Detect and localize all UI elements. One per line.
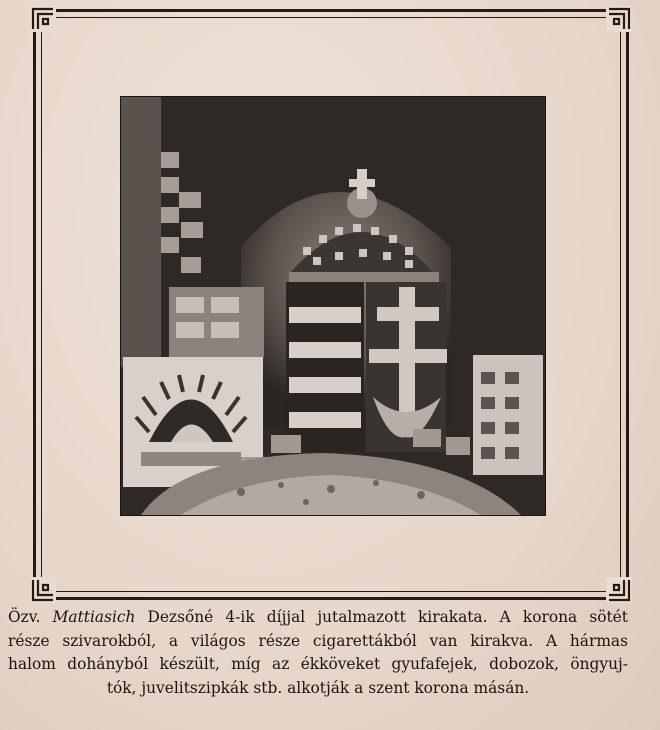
caption-line: része szivarokból, a világos része cigarettákból van kirakva. A hármas <box>8 631 628 650</box>
caption-line <box>8 606 628 630</box>
caption-prefix: Özv. <box>8 608 41 626</box>
frame-corner-ornament <box>606 6 632 32</box>
frame-corner-ornament <box>30 6 56 32</box>
caption-text: Dezsőné 4-ik díjjal jutalmazott kirakata. A korona sötét <box>147 608 628 626</box>
shop-window-photograph <box>120 96 546 516</box>
caption-line: halom dohányból készült, míg az ékköveket gyufafejek, dobozok, öngyuj- <box>8 655 628 673</box>
frame-corner-ornament <box>30 577 56 603</box>
photo-caption <box>8 606 628 700</box>
caption-line: tók, juvelitszipkák stb. alkotják a szent korona másán. <box>106 678 530 697</box>
caption-name: Mattiasich <box>52 608 136 626</box>
frame-corner-ornament <box>606 577 632 603</box>
